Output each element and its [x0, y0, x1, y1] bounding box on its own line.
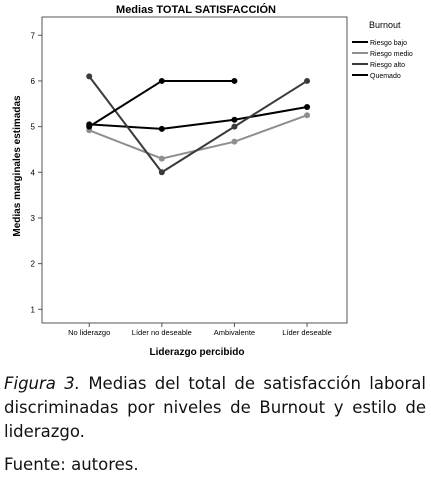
y-tick-label: 7: [30, 31, 35, 41]
data-point: [231, 124, 237, 130]
plot-area: [42, 17, 347, 323]
data-point: [159, 126, 165, 132]
data-point: [159, 78, 165, 84]
y-tick-label: 5: [30, 122, 35, 132]
x-tick-label: Ambivalente: [213, 328, 256, 337]
data-point: [159, 169, 165, 175]
caption-label: Figura 3.: [4, 374, 80, 393]
y-axis-label: Medias marginales estimadas: [12, 95, 23, 237]
x-tick-label: No liderazgo: [68, 328, 111, 337]
data-point: [86, 73, 92, 79]
y-tick-label: 1: [30, 305, 35, 315]
data-point: [304, 112, 310, 118]
x-tick-label: Líder deseable: [282, 328, 332, 337]
y-tick-label: 4: [30, 168, 35, 178]
y-axis: [31, 31, 42, 314]
legend-item-label: Riesgo medio: [370, 51, 413, 58]
legend-item-label: Riesgo bajo: [370, 40, 407, 47]
y-tick-label: 2: [30, 259, 35, 269]
data-point: [304, 104, 310, 110]
legend: [352, 20, 413, 80]
data-point: [159, 156, 165, 162]
caption-text: Medias del total de satisfacción laboral discriminadas por niveles de Burnout y estilo de liderazgo.: [4, 374, 426, 441]
data-point: [231, 78, 237, 84]
legend-item-label: Quemado: [370, 73, 401, 80]
data-point: [231, 117, 237, 123]
data-point: [86, 124, 92, 130]
y-tick-label: 6: [30, 76, 35, 86]
legend-item-label: Riesgo alto: [370, 62, 406, 69]
x-axis-label: Liderazgo percibido: [149, 347, 245, 358]
x-tick-label: Líder no deseable: [131, 328, 192, 337]
legend-title: Burnout: [369, 20, 401, 30]
chart-title: Medias TOTAL SATISFACCIÓN: [116, 4, 276, 16]
y-tick-label: 3: [30, 213, 35, 223]
figure-source: Fuente: autores.: [4, 455, 139, 474]
data-point: [304, 78, 310, 84]
x-axis: [68, 323, 332, 337]
figure-caption: [4, 372, 426, 444]
data-point: [231, 139, 237, 145]
